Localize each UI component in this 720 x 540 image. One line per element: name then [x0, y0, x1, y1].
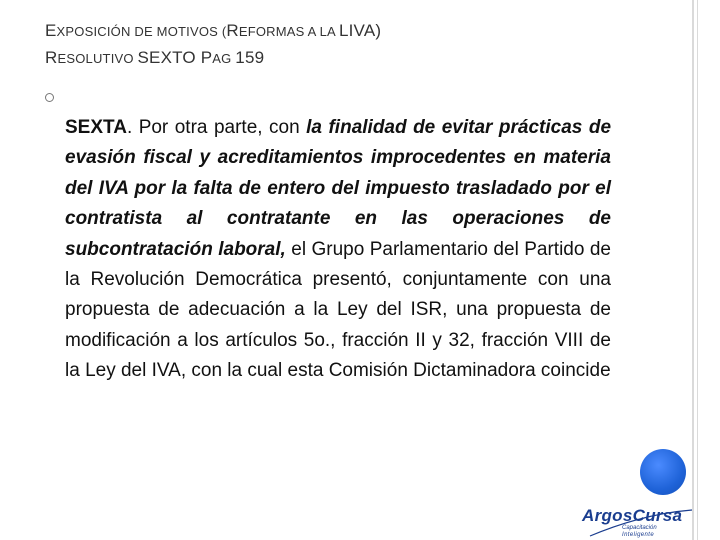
slide-frame-border [690, 0, 720, 540]
body-paragraph [65, 113, 611, 387]
slide-title-line-2: RESOLUTIVO SEXTO PAG 159 [45, 48, 265, 67]
logo-tagline-2: Inteligente [622, 532, 655, 538]
body-emphasis: la finalidad de evitar prácticas de evasión fiscal y acreditamientos improcedentes en materia del IVA por la falta de entero del impuesto trasladado por el contratista al contratante en las operaciones de subcontratación laboral, [65, 117, 612, 260]
body-part-2: el Grupo Parlamentario del Partido de la Revolución Democrática presentó, conjuntamente con una propuesta de adecuación a la Ley del ISR, una propuesta de modificación a los artículos 5o., fracción II y 32, fracción VIII de la Ley del IVA, con la cual esta Comisión Dictaminadora coincide [65, 238, 611, 382]
logo-tagline-1: Capacitación [622, 525, 657, 531]
body-part-1: . Por otra parte, con [126, 117, 307, 138]
blue-circle-decoration [640, 449, 686, 495]
slide-title [45, 18, 585, 72]
body-lead: SEXTA [65, 117, 127, 138]
argoscursa-logo [582, 506, 694, 538]
logo-name: ArgosCursa [582, 506, 683, 525]
bullet-icon [45, 93, 54, 102]
slide-title-line-1: EXPOSICIÓN DE MOTIVOS (REFORMAS A LA LIVA) [45, 21, 382, 40]
